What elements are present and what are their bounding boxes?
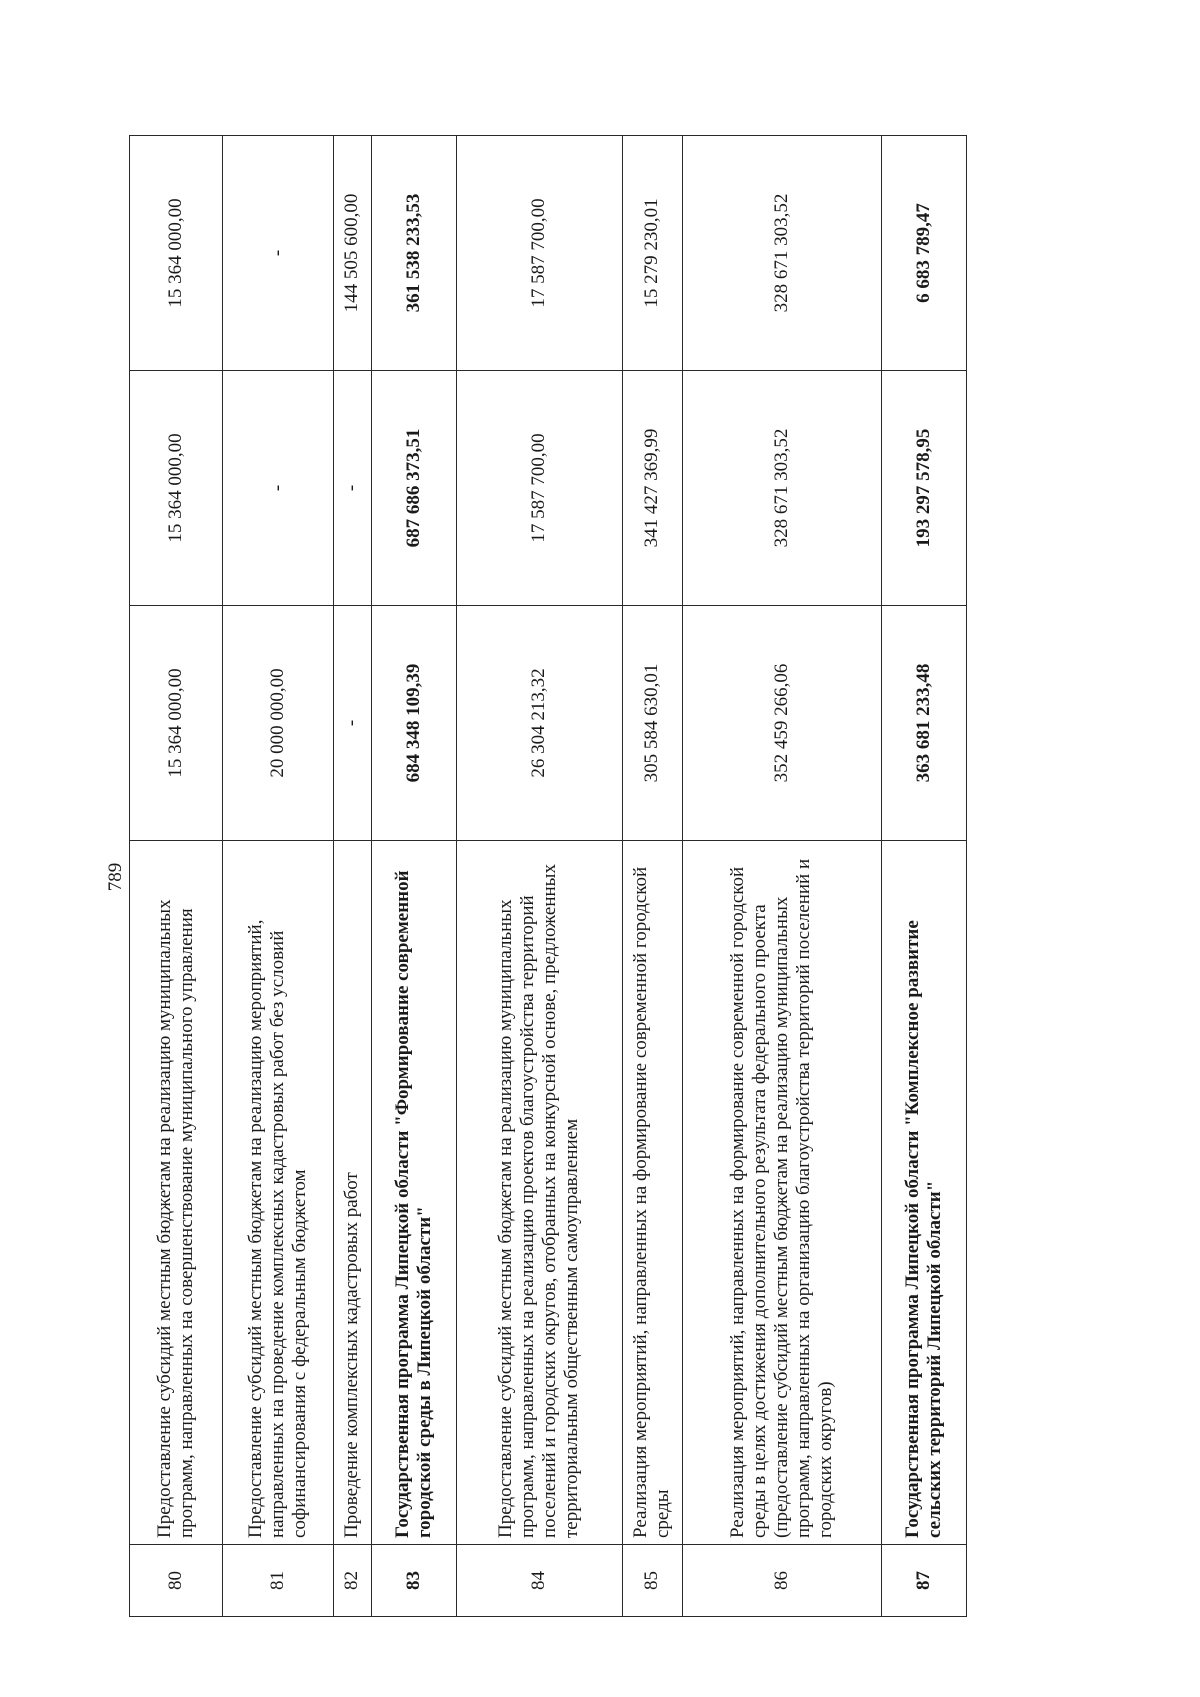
row-value-1: 684 348 109,39 [371, 606, 456, 841]
row-value-1: 20 000 000,00 [222, 606, 333, 841]
table-row [130, 136, 223, 1617]
row-value-1: 15 364 000,00 [130, 606, 223, 841]
row-number: 82 [333, 1545, 371, 1617]
row-value-3: 17 587 700,00 [456, 136, 622, 371]
row-value-3: 144 505 600,00 [333, 136, 371, 371]
row-value-1: 352 459 266,06 [682, 606, 881, 841]
table-row [222, 136, 333, 1617]
row-value-2: 687 686 373,51 [371, 371, 456, 606]
row-description: Реализация мероприятий, направленных на формирование современной городской среды в целях достижения дополнительного результата федерального проекта (предоставление субсидий местным бюджетам на реализацию муниципальных программ, направленных на организацию благоустройства территорий поселений и городских округов) [682, 841, 881, 1545]
table-row [881, 136, 966, 1617]
row-value-3: 361 538 233,53 [371, 136, 456, 371]
row-description: Предоставление субсидий местным бюджетам на реализацию муниципальных программ, направленных на совершенствование муниципального управления [130, 841, 223, 1545]
row-value-1: 26 304 213,32 [456, 606, 622, 841]
table-row [622, 136, 682, 1617]
row-number: 83 [371, 1545, 456, 1617]
row-value-1: 363 681 233,48 [881, 606, 966, 841]
table-row [456, 136, 622, 1617]
row-value-2: 341 427 369,99 [622, 371, 682, 606]
row-value-3: 6 683 789,47 [881, 136, 966, 371]
row-value-2: 328 671 303,52 [682, 371, 881, 606]
row-value-3: 328 671 303,52 [682, 136, 881, 371]
row-number: 85 [622, 1545, 682, 1617]
row-number: 81 [222, 1545, 333, 1617]
table-row [333, 136, 371, 1617]
row-value-2: - [222, 371, 333, 606]
row-value-1: 305 584 630,01 [622, 606, 682, 841]
row-description: Реализация мероприятий, направленных на формирование современной городской среды [622, 841, 682, 1545]
row-value-3: 15 364 000,00 [130, 136, 223, 371]
budget-table [129, 135, 967, 1617]
row-description: Предоставление субсидий местным бюджетам на реализацию муниципальных программ, направленных на реализацию проектов благоустройства территорий поселений и городских округов, отобранных на конкурсной основе, предложенных территориальным общественным самоуправлением [456, 841, 622, 1545]
row-description: Государственная программа Липецкой области "Формирование современной городской среды в Липецкой области" [371, 841, 456, 1545]
row-number: 86 [682, 1545, 881, 1617]
row-number: 87 [881, 1545, 966, 1617]
page-number: 789 [105, 862, 126, 892]
row-description: Государственная программа Липецкой области "Комплексное развитие сельских территорий Липецкой области" [881, 841, 966, 1545]
row-value-2: 17 587 700,00 [456, 371, 622, 606]
row-value-3: - [222, 136, 333, 371]
row-value-1: - [333, 606, 371, 841]
row-number: 80 [130, 1545, 223, 1617]
row-value-2: - [333, 371, 371, 606]
table-row [682, 136, 881, 1617]
row-value-3: 15 279 230,01 [622, 136, 682, 371]
row-description: Предоставление субсидий местным бюджетам на реализацию мероприятий, направленных на проведение комплексных кадастровых работ без условий софинансирования с федеральным бюджетом [222, 841, 333, 1545]
table-row [371, 136, 456, 1617]
budget-table-rotated [129, 137, 967, 1617]
row-value-2: 193 297 578,95 [881, 371, 966, 606]
row-description: Проведение комплексных кадастровых работ [333, 841, 371, 1545]
row-number: 84 [456, 1545, 622, 1617]
row-value-2: 15 364 000,00 [130, 371, 223, 606]
